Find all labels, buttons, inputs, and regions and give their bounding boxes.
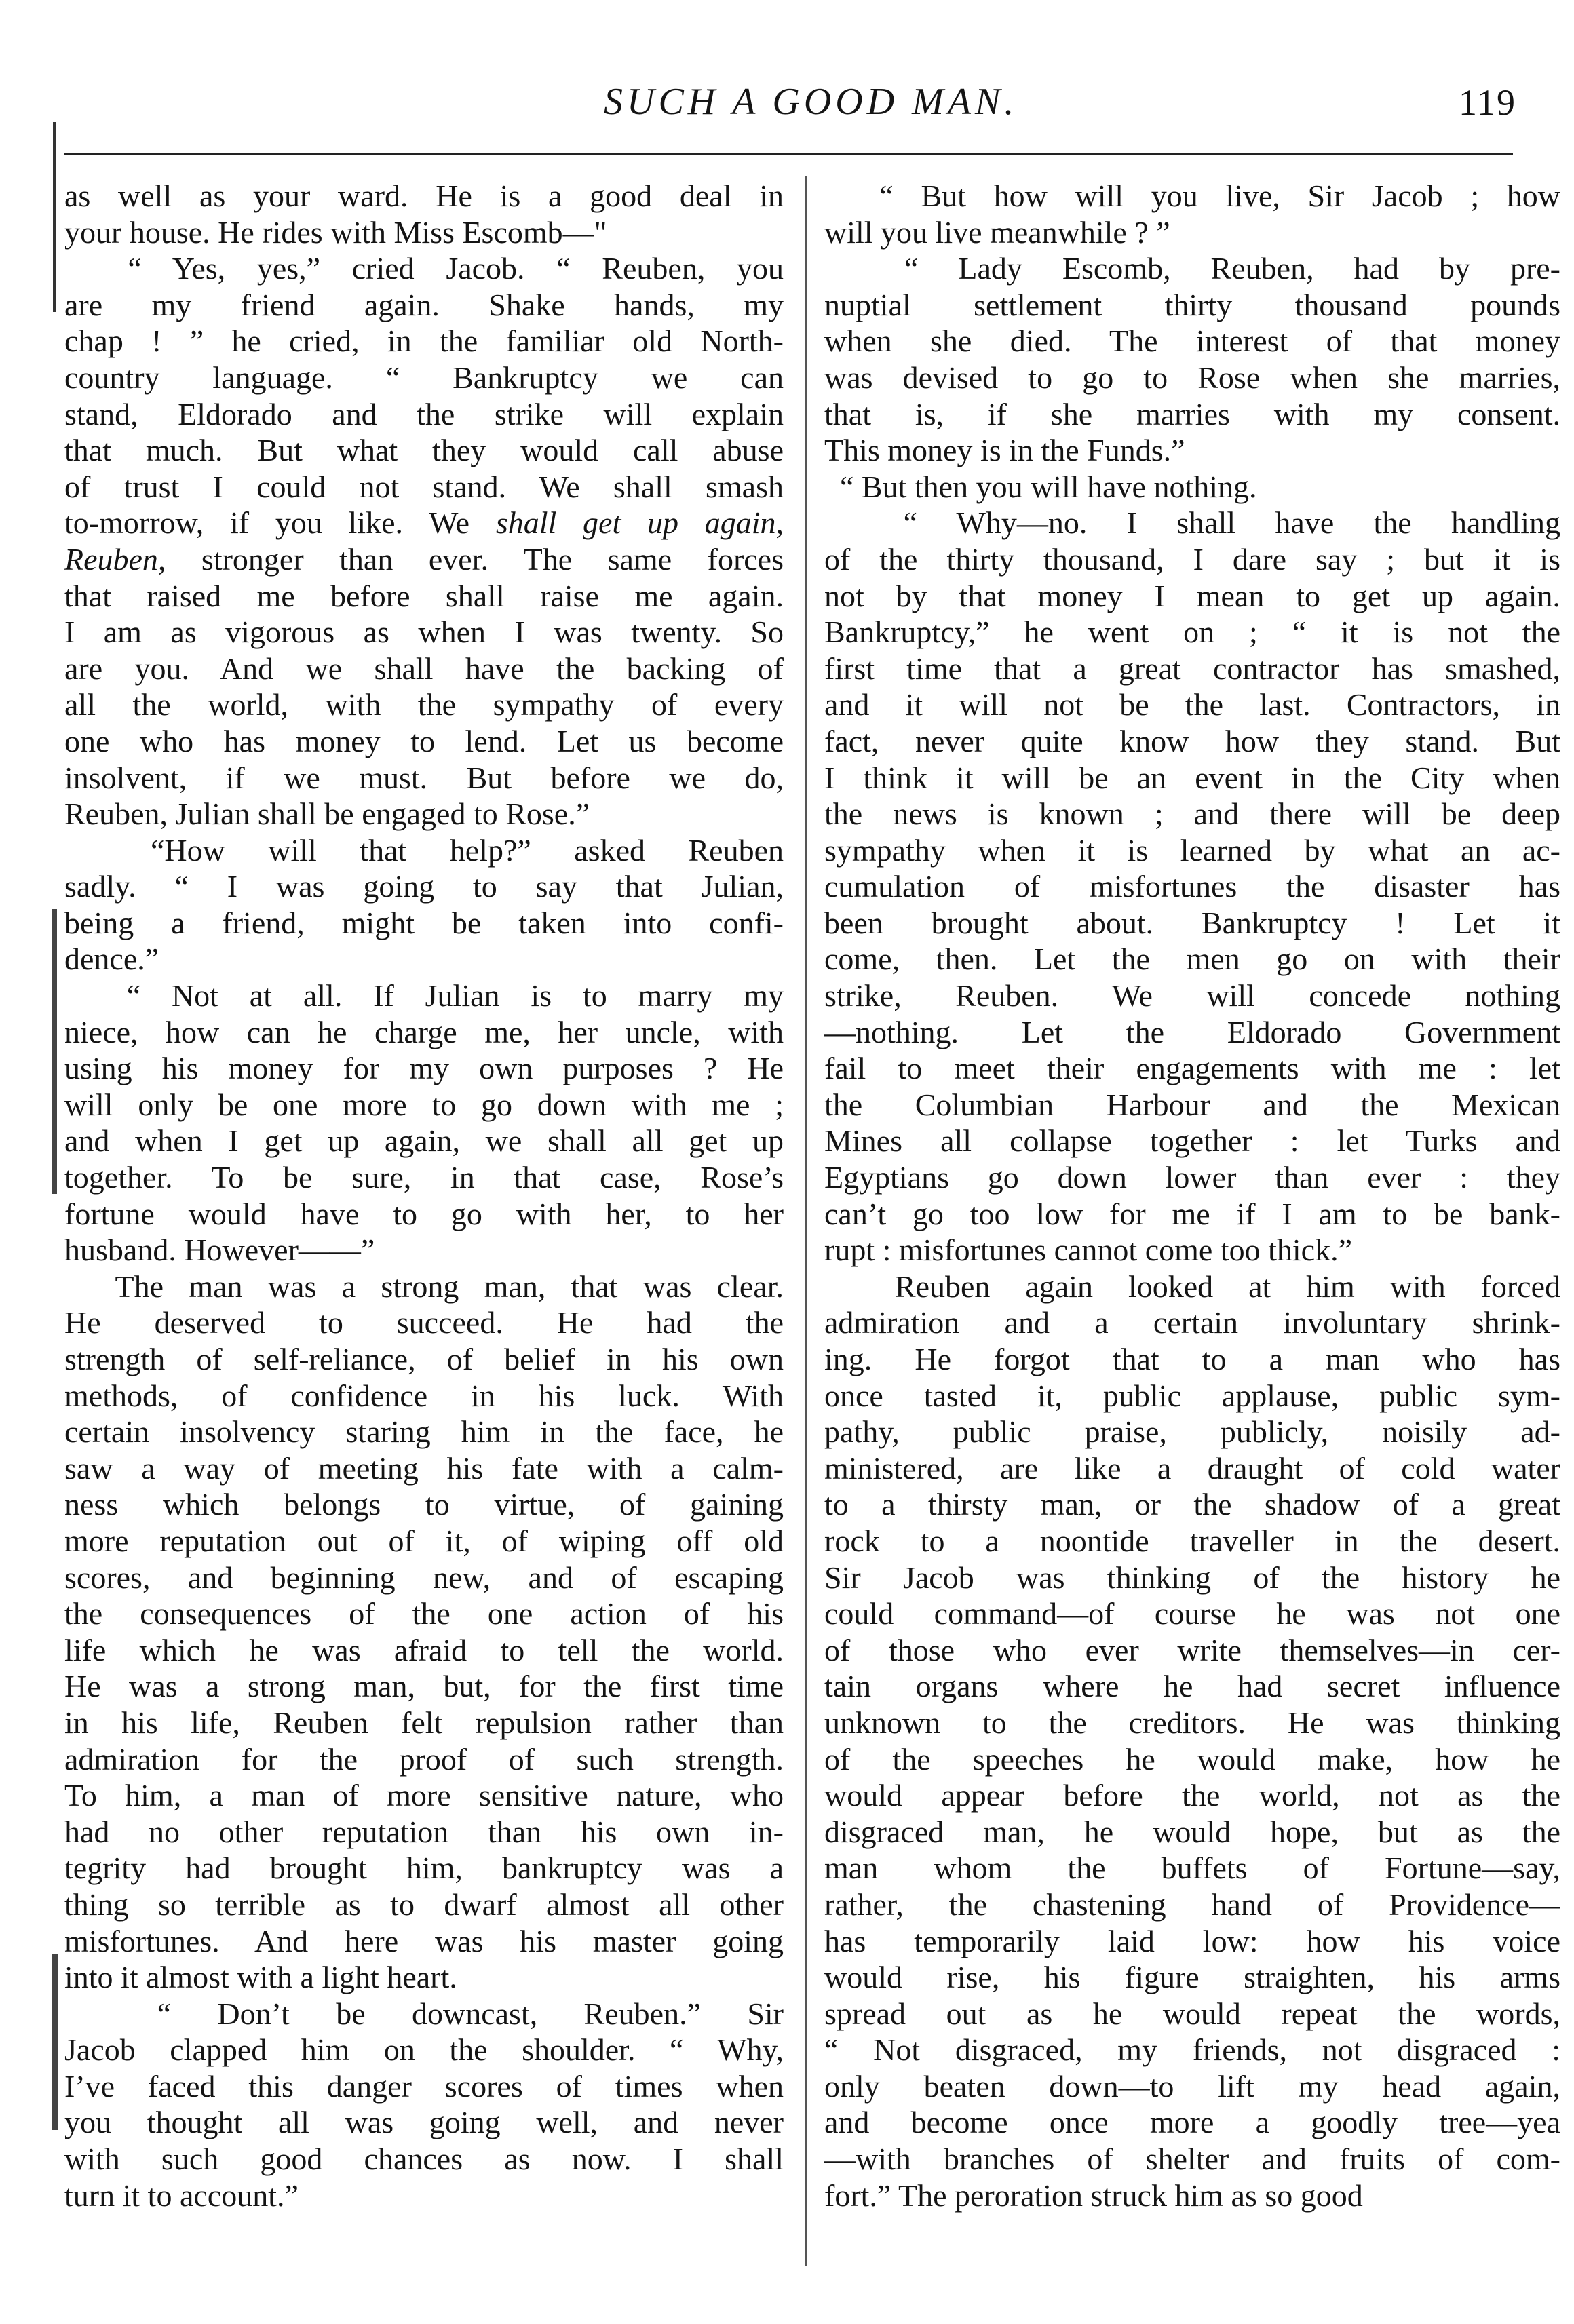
text-line: rock to a noontide traveller in the desert. <box>824 1523 1560 1558</box>
text-line: was devised to go to Rose when she marries, <box>824 360 1560 395</box>
text-line: admiration for the proof of such strength. <box>64 1741 784 1777</box>
text-line: “ But then you will have nothing. <box>824 469 1257 504</box>
text-line: and when I get up again, we shall all get up <box>64 1123 784 1159</box>
text-line: fail to meet their engagements with me : let <box>824 1051 1560 1086</box>
text-line: more reputation out of it, of wiping off old <box>64 1523 784 1558</box>
text-line: “ Lady Escomb, Reuben, had by pre- <box>824 251 1560 286</box>
text-line: scores, and beginning new, and of escaping <box>64 1560 784 1595</box>
text-line: only beaten down—to lift my head again, <box>824 2068 1560 2104</box>
text-line: come, then. Let the men go on with their <box>824 942 1560 977</box>
text-line: ness which belongs to virtue, of gaining <box>64 1487 784 1522</box>
text-line: cumulation of misfortunes the disaster has <box>824 869 1560 904</box>
text-line: the Columbian Harbour and the Mexican <box>824 1087 1560 1122</box>
text-line: fort.” The peroration struck him as so good <box>824 2177 1363 2213</box>
text-line: stand, Eldorado and the strike will explain <box>64 396 784 431</box>
text-line: been brought about. Bankruptcy ! Let it <box>824 905 1560 940</box>
text-line: one who has money to lend. Let us become <box>64 723 784 758</box>
text-line: He deserved to succeed. He had the <box>64 1305 784 1340</box>
text-line: when she died. The interest of that money <box>824 324 1560 359</box>
binding-shadow <box>52 909 57 1194</box>
text-line: He was a strong man, but, for the first time <box>64 1669 784 1704</box>
text-line: spread out as he would repeat the words, <box>824 1996 1560 2031</box>
text-line: “ Why—no. I shall have the handling <box>824 505 1560 541</box>
text-line: in his life, Reuben felt repulsion rather than <box>64 1705 784 1740</box>
text-line: nuptial settlement thirty thousand pounds <box>824 287 1560 322</box>
text-line: and become once more a goodly tree—yea <box>824 2105 1560 2140</box>
text-line: Mines all collapse together : let Turks and <box>824 1123 1560 1159</box>
text-line: Jacob clapped him on the shoulder. “ Why, <box>64 2032 784 2068</box>
page-header <box>0 80 1574 141</box>
text-line: once tasted it, public applause, public sym- <box>824 1378 1560 1413</box>
text-line: The man was a strong man, that was clear. <box>64 1268 784 1304</box>
text-line: “ Not disgraced, my friends, not disgraced : <box>824 2032 1560 2068</box>
text-line: This money is in the Funds.” <box>824 433 1185 468</box>
text-line: first time that a great contractor has smashed, <box>824 651 1560 686</box>
text-line: disgraced man, he would hope, but as the <box>824 1814 1560 1849</box>
text-line: are you. And we shall have the backing of <box>64 651 784 686</box>
text-line: thing so terrible as to dwarf almost all other <box>64 1886 784 1922</box>
text-line: I am as vigorous as when I was twenty. So <box>64 615 784 650</box>
text-line: dence.” <box>64 942 159 977</box>
text-line: sympathy when it is learned by what an ac- <box>824 832 1560 868</box>
text-line: all the world, with the sympathy of every <box>64 687 784 722</box>
text-line: that raised me before shall raise me again. <box>64 578 784 613</box>
text-line: are my friend again. Shake hands, my <box>64 287 784 322</box>
text-line: niece, how can he charge me, her uncle, with <box>64 1014 784 1049</box>
text-line: tain organs where he had secret influence <box>824 1669 1560 1704</box>
text-line: had no other reputation than his own in- <box>64 1814 784 1849</box>
text-line: into it almost with a light heart. <box>64 1960 457 1995</box>
text-line: not by that money I mean to get up again. <box>824 578 1560 613</box>
column-divider <box>805 176 807 2266</box>
text-line: your house. He rides with Miss Escomb—" <box>64 214 607 250</box>
text-line: sadly. “ I was going to say that Julian, <box>64 869 784 904</box>
text-line: life which he was afraid to tell the world. <box>64 1632 784 1667</box>
text-line: that is, if she marries with my consent. <box>824 396 1560 431</box>
text-line: To him, a man of more sensitive nature, who <box>64 1778 784 1813</box>
text-line: methods, of confidence in his luck. With <box>64 1378 784 1413</box>
text-line: country language. “ Bankruptcy we can <box>64 360 784 395</box>
text-line: will you live meanwhile ? ” <box>824 214 1170 250</box>
text-line: with such good chances as now. I shall <box>64 2142 784 2177</box>
text-line: I think it will be an event in the City when <box>824 760 1560 795</box>
text-line: would rise, his figure straighten, his arms <box>824 1960 1560 1995</box>
text-column-left <box>64 178 784 2213</box>
text-line: you thought all was going well, and never <box>64 2105 784 2140</box>
text-line: Bankruptcy,” he went on ; “ it is not the <box>824 615 1560 650</box>
text-line: I’ve faced this danger scores of times when <box>64 2068 784 2104</box>
text-line: —with branches of shelter and fruits of com- <box>824 2142 1560 2177</box>
text-line: the news is known ; and there will be deep <box>824 796 1560 832</box>
text-line: as well as your ward. He is a good deal in <box>64 178 784 213</box>
text-line: husband. However——” <box>64 1233 375 1268</box>
text-line: of trust I could not stand. We shall smash <box>64 469 784 504</box>
text-line: insolvent, if we must. But before we do, <box>64 760 784 795</box>
text-line: unknown to the creditors. He was thinking <box>824 1705 1560 1740</box>
text-line: Egyptians go down lower than ever : they <box>824 1160 1560 1195</box>
text-line: to a thirsty man, or the shadow of a great <box>824 1487 1560 1522</box>
text-line: fact, never quite know how they stand. But <box>824 723 1560 758</box>
running-title: SUCH A GOOD MAN. <box>604 81 1018 123</box>
text-line: Reuben, stronger than ever. The same forces <box>64 541 784 577</box>
text-line: —nothing. Let the Eldorado Government <box>824 1014 1560 1049</box>
text-line: could command—of course he was not one <box>824 1596 1560 1631</box>
text-line: “ Not at all. If Julian is to marry my <box>64 978 784 1013</box>
text-line: would appear before the world, not as the <box>824 1778 1560 1813</box>
text-line: ing. He forgot that to a man who has <box>824 1342 1560 1376</box>
emphasis-text: shall get up again, <box>495 505 784 541</box>
text-line: together. To be sure, in that case, Rose’s <box>64 1160 784 1195</box>
text-line: “How will that help?” asked Reuben <box>64 832 784 868</box>
emphasis-text: Reuben, <box>64 541 166 577</box>
text-line: admiration and a certain involuntary shrink- <box>824 1305 1560 1340</box>
text-line: to-morrow, if you like. We shall get up again, <box>64 505 784 541</box>
text-line: misfortunes. And here was his master going <box>64 1923 784 1958</box>
text-line: fortune would have to go with her, to her <box>64 1196 784 1231</box>
text-line: that much. But what they would call abuse <box>64 433 784 468</box>
text-line: pathy, public praise, publicly, noisily ad- <box>824 1414 1560 1450</box>
text-line: rupt : misfortunes cannot come too thick.” <box>824 1233 1352 1268</box>
text-line: of the thirty thousand, I dare say ; but it is <box>824 541 1560 577</box>
text-line: “ But how will you live, Sir Jacob ; how <box>824 178 1560 213</box>
text-line: and it will not be the last. Contractors, in <box>824 687 1560 722</box>
text-column-right <box>824 178 1560 2213</box>
text-line: ministered, are like a draught of cold water <box>824 1450 1560 1486</box>
page-number: 119 <box>1459 82 1516 123</box>
text-line: chap ! ” he cried, in the familiar old North- <box>64 324 784 359</box>
text-line: will only be one more to go down with me ; <box>64 1087 784 1122</box>
text-line: has temporarily laid low: how his voice <box>824 1923 1560 1958</box>
text-line: the consequences of the one action of his <box>64 1596 784 1631</box>
text-line: man whom the buffets of Fortune—say, <box>824 1851 1560 1886</box>
text-line: saw a way of meeting his fate with a calm- <box>64 1450 784 1486</box>
text-line: turn it to account.” <box>64 2177 299 2213</box>
text-line: can’t go too low for me if I am to be bank- <box>824 1196 1560 1231</box>
text-line: of the speeches he would make, how he <box>824 1741 1560 1777</box>
text-line: of those who ever write themselves—in cer- <box>824 1632 1560 1667</box>
text-line: Sir Jacob was thinking of the history he <box>824 1560 1560 1595</box>
text-line: “ Don’t be downcast, Reuben.” Sir <box>64 1996 784 2031</box>
text-line: rather, the chastening hand of Providence— <box>824 1886 1560 1922</box>
text-line: using his money for my own purposes ? He <box>64 1051 784 1086</box>
text-line: tegrity had brought him, bankruptcy was a <box>64 1851 784 1886</box>
binding-shadow <box>52 1954 58 2130</box>
text-line: certain insolvency staring him in the face, he <box>64 1414 784 1450</box>
binding-shadow <box>53 122 56 312</box>
text-line: strength of self-reliance, of belief in his own <box>64 1342 784 1376</box>
text-line: strike, Reuben. We will concede nothing <box>824 978 1560 1013</box>
text-line: “ Yes, yes,” cried Jacob. “ Reuben, you <box>64 251 784 286</box>
text-line: being a friend, might be taken into confi- <box>64 905 784 940</box>
text-line: Reuben, Julian shall be engaged to Rose.” <box>64 796 590 832</box>
text-line: Reuben again looked at him with forced <box>824 1268 1560 1304</box>
header-rule <box>64 153 1513 155</box>
